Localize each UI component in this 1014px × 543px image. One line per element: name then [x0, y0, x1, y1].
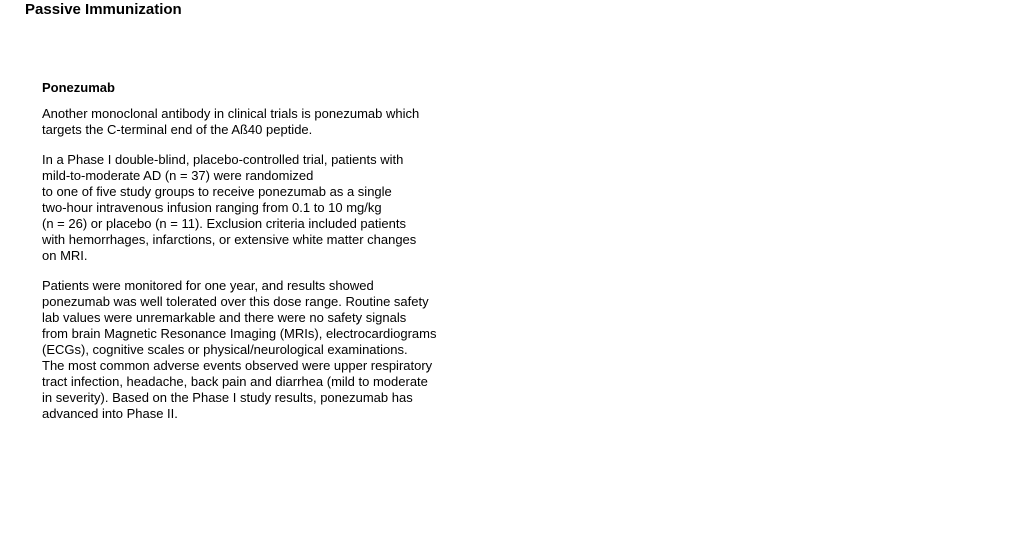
section-heading: Ponezumab	[42, 80, 115, 95]
paragraph-intro	[42, 106, 482, 138]
paragraph-line: In a Phase I double-blind, placebo-controlled trial, patients with	[42, 152, 404, 167]
paragraph-line: advanced into Phase II.	[42, 406, 178, 421]
paragraph-line: (ECGs), cognitive scales or physical/neurological examinations.	[42, 342, 408, 357]
paragraph-line: to one of five study groups to receive ponezumab as a single	[42, 184, 392, 199]
paragraph-line: Another monoclonal antibody in clinical trials is ponezumab which	[42, 106, 420, 121]
page-title: Passive Immunization	[25, 1, 182, 18]
paragraph-line: targets the C-terminal end of the Aß40 peptide.	[42, 122, 313, 137]
paragraph-line: ponezumab was well tolerated over this dose range. Routine safety	[42, 294, 429, 309]
paragraph-line: lab values were unremarkable and there were no safety signals	[42, 310, 407, 325]
paragraph-line: on MRI.	[42, 248, 88, 263]
paragraph-line: tract infection, headache, back pain and diarrhea (mild to moderate	[42, 374, 428, 389]
paragraph-line: mild-to-moderate AD (n = 37) were randomized	[42, 168, 314, 183]
paragraph-line: in severity). Based on the Phase I study results, ponezumab has	[42, 390, 413, 405]
paragraph-line: with hemorrhages, infarctions, or extensive white matter changes	[42, 232, 417, 247]
paragraph-line: The most common adverse events observed were upper respiratory	[42, 358, 433, 373]
paragraph-line: from brain Magnetic Resonance Imaging (MRIs), electrocardiograms	[42, 326, 437, 341]
content-section	[42, 80, 482, 436]
paragraph-line: (n = 26) or placebo (n = 11). Exclusion criteria included patients	[42, 216, 406, 231]
paragraph-trial-design	[42, 152, 482, 264]
paragraph-results	[42, 278, 482, 422]
paragraph-line: Patients were monitored for one year, and results showed	[42, 278, 374, 293]
paragraph-line: two-hour intravenous infusion ranging from 0.1 to 10 mg/kg	[42, 200, 382, 215]
